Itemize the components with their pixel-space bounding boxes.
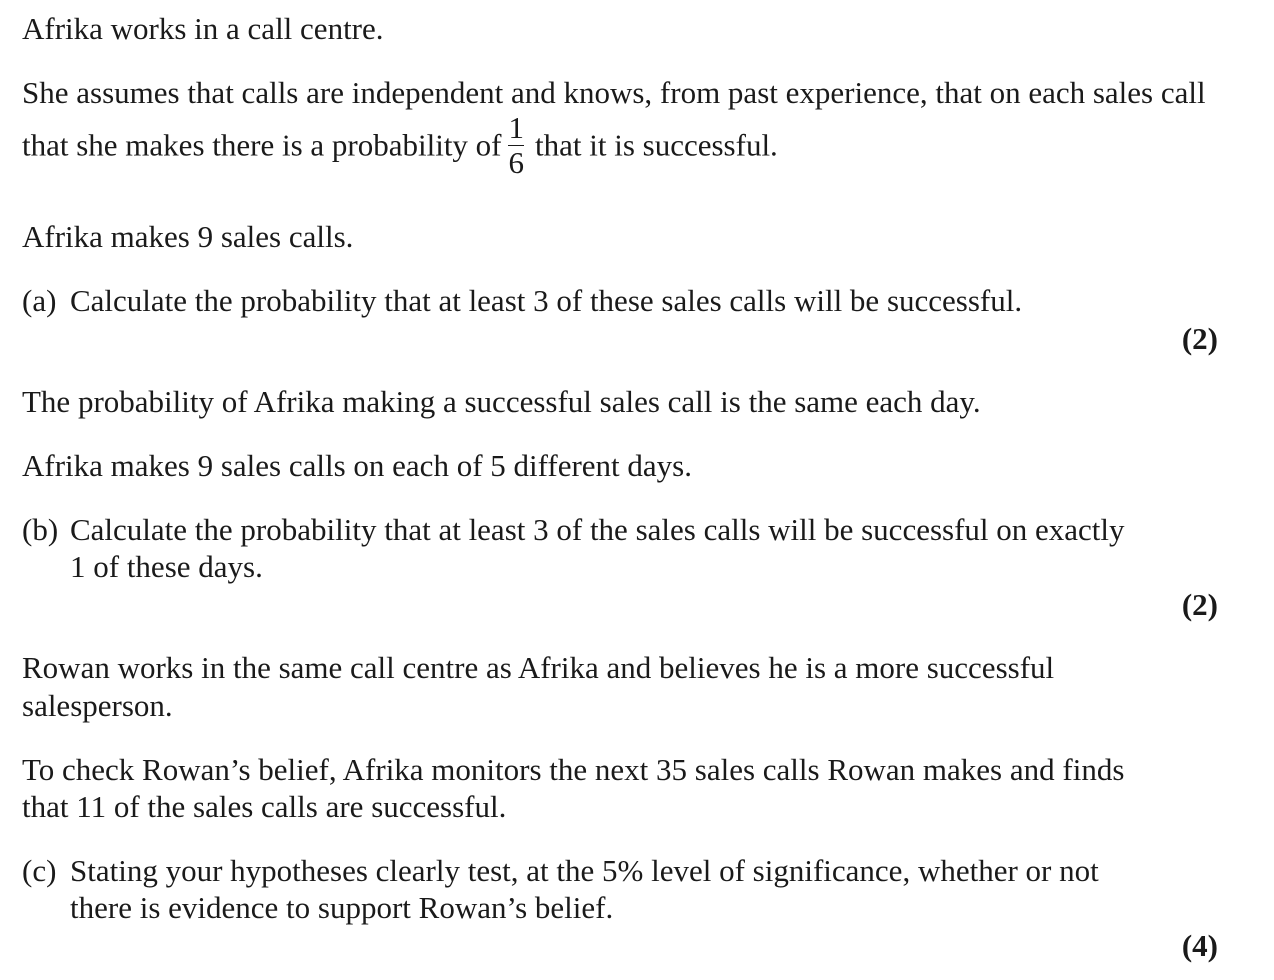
middle-line-1: The probability of Afrika making a successful sales call is the same each day. <box>22 384 981 419</box>
part-b-marks: (2) <box>1181 587 1218 622</box>
part-b-text-line-1: Calculate the probability that at least 3 of the sales calls will be successful on exactly <box>70 512 1125 547</box>
intro-line-4: Afrika makes 9 sales calls. <box>22 219 354 254</box>
rowan-line-1: Rowan works in the same call centre as Afrika and believes he is a more successful <box>22 650 1055 685</box>
rowan-line-3: To check Rowan’s belief, Afrika monitors the next 35 sales calls Rowan makes and finds <box>22 752 1125 787</box>
rowan-line-2: salesperson. <box>22 688 173 723</box>
intro-line-3 <box>22 110 778 183</box>
middle-line-2: Afrika makes 9 sales calls on each of 5 different days. <box>22 448 692 483</box>
fraction-numerator: 1 <box>508 110 525 145</box>
part-c-text-line-1: Stating your hypotheses clearly test, at the 5% level of significance, whether or not <box>70 853 1099 888</box>
part-c-marks: (4) <box>1181 928 1218 963</box>
fraction-denominator: 6 <box>508 145 525 180</box>
part-b-label: (b) <box>22 512 59 547</box>
intro-line-2: She assumes that calls are independent and knows, from past experience, that on each sales call <box>22 75 1206 110</box>
part-a-text: Calculate the probability that at least 3 of these sales calls will be successful. <box>70 283 1023 318</box>
intro-line-1: Afrika works in a call centre. <box>22 11 384 46</box>
part-a-marks: (2) <box>1181 321 1218 356</box>
rowan-line-4: that 11 of the sales calls are successful. <box>22 789 507 824</box>
part-c-text-line-2: there is evidence to support Rowan’s belief. <box>70 890 614 925</box>
intro-line-3-before: that she makes there is a probability of <box>22 127 502 163</box>
part-a-label: (a) <box>22 283 57 318</box>
part-c-label: (c) <box>22 853 57 888</box>
probability-fraction <box>506 111 528 180</box>
intro-line-3-after: that it is successful. <box>535 127 778 163</box>
part-b-text-line-2: 1 of these days. <box>70 549 263 584</box>
